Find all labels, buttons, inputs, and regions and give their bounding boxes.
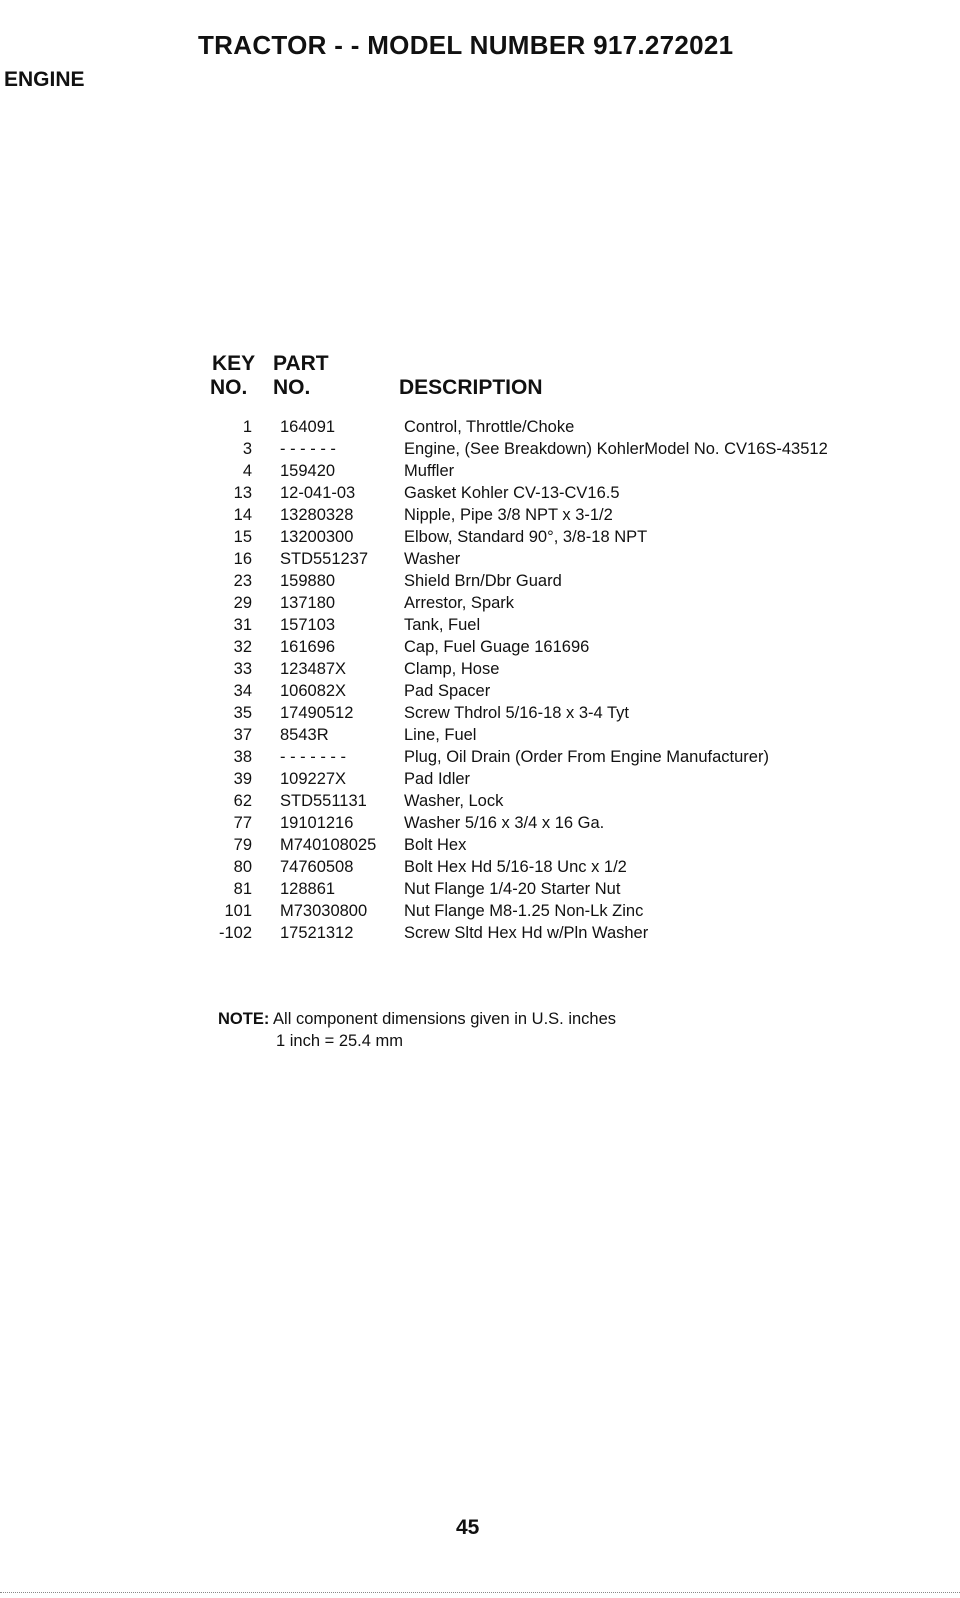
key-number: 1 — [242, 418, 252, 436]
part-number: STD551237 — [280, 550, 369, 568]
key-number: 13 — [233, 484, 252, 502]
key-number: 15 — [233, 528, 252, 546]
key-number: 80 — [233, 858, 252, 876]
part-description: Plug, Oil Drain (Order From Engine Manufacturer) — [404, 748, 769, 766]
part-number: 106082X — [280, 682, 347, 700]
part-description: Shield Brn/Dbr Guard — [404, 572, 562, 590]
part-number: 109227X — [280, 770, 347, 788]
part-description: Bolt Hex Hd 5/16-18 Unc x 1/2 — [404, 858, 627, 876]
part-number: M740108025 — [280, 836, 377, 854]
part-description: Bolt Hex — [404, 836, 467, 854]
key-number: 79 — [233, 836, 252, 854]
key-number: 33 — [233, 660, 252, 678]
part-number: 123487X — [280, 660, 347, 678]
part-description: Screw Thdrol 5/16-18 x 3-4 Tyt — [404, 704, 629, 722]
key-number: 16 — [233, 550, 252, 568]
key-number: 3 — [242, 440, 252, 458]
part-number: 17521312 — [280, 924, 354, 942]
column-header-key-line2: NO. — [210, 376, 248, 399]
note — [218, 1008, 617, 1050]
part-number: - - - - - - - — [280, 748, 346, 766]
part-description: Washer, Lock — [404, 792, 504, 810]
column-header-part-line1: PART — [273, 352, 329, 375]
key-number: 35 — [233, 704, 252, 722]
note-label: NOTE: — [218, 1010, 270, 1028]
part-description: Clamp, Hose — [404, 660, 500, 678]
part-description: Elbow, Standard 90°, 3/8-18 NPT — [404, 528, 648, 546]
part-number: 19101216 — [280, 814, 354, 832]
key-number: 101 — [224, 902, 252, 920]
part-description: Muffler — [404, 462, 455, 480]
part-number: 159420 — [280, 462, 336, 480]
part-number: 164091 — [280, 418, 336, 436]
key-number: 31 — [233, 616, 252, 634]
part-number: 74760508 — [280, 858, 354, 876]
part-number: 13200300 — [280, 528, 354, 546]
part-description: Cap, Fuel Guage 161696 — [404, 638, 590, 656]
part-description: Control, Throttle/Choke — [404, 418, 575, 436]
page-number: 45 — [456, 1516, 480, 1539]
part-number: 137180 — [280, 594, 336, 612]
key-number: 29 — [233, 594, 252, 612]
part-description: Engine, (See Breakdown) KohlerModel No. CV16S-43512 — [404, 440, 828, 458]
bottom-rule — [0, 1592, 960, 1593]
part-number: M73030800 — [280, 902, 368, 920]
column-header-description: DESCRIPTION — [399, 376, 543, 399]
part-description: Nut Flange 1/4-20 Starter Nut — [404, 880, 621, 898]
key-number: 39 — [233, 770, 252, 788]
part-description: Washer — [404, 550, 461, 568]
part-number: STD551131 — [280, 792, 367, 810]
key-number: 38 — [233, 748, 252, 766]
part-number: 157103 — [280, 616, 336, 634]
part-description: Gasket Kohler CV-13-CV16.5 — [404, 484, 620, 502]
part-description: Washer 5/16 x 3/4 x 16 Ga. — [404, 814, 605, 832]
key-number: 4 — [242, 462, 252, 480]
key-number: -102 — [218, 924, 252, 942]
page-title: TRACTOR - - MODEL NUMBER 917.272021 — [198, 30, 734, 60]
key-number: 77 — [233, 814, 252, 832]
note-text: All component dimensions given in U.S. inches — [269, 1010, 617, 1028]
column-header-part-line2: NO. — [273, 376, 311, 399]
part-number: 128861 — [280, 880, 336, 898]
key-number: 14 — [233, 506, 252, 524]
part-number: 13280328 — [280, 506, 354, 524]
part-number: 17490512 — [280, 704, 354, 722]
key-number: 23 — [233, 572, 252, 590]
part-description: Nut Flange M8-1.25 Non-Lk Zinc — [404, 902, 644, 920]
part-number: 8543R — [280, 726, 329, 744]
part-number: 161696 — [280, 638, 336, 656]
part-description: Nipple, Pipe 3/8 NPT x 3-1/2 — [404, 506, 613, 524]
part-description: Tank, Fuel — [404, 616, 481, 634]
key-number: 32 — [233, 638, 252, 656]
section-heading: ENGINE — [4, 68, 85, 91]
key-number: 37 — [233, 726, 252, 744]
part-number: 159880 — [280, 572, 336, 590]
key-number: 34 — [233, 682, 252, 700]
part-description: Pad Idler — [404, 770, 471, 788]
part-description: Arrestor, Spark — [404, 594, 515, 612]
part-description: Line, Fuel — [404, 726, 477, 744]
part-number: 12-041-03 — [280, 484, 356, 502]
part-description: Screw Sltd Hex Hd w/Pln Washer — [404, 924, 649, 942]
part-description: Pad Spacer — [404, 682, 491, 700]
part-number: - - - - - - — [280, 440, 336, 458]
column-header-key-line1: KEY — [212, 352, 256, 375]
note-conversion: 1 inch = 25.4 mm — [276, 1032, 404, 1050]
key-number: 62 — [233, 792, 252, 810]
key-number: 81 — [233, 880, 252, 898]
